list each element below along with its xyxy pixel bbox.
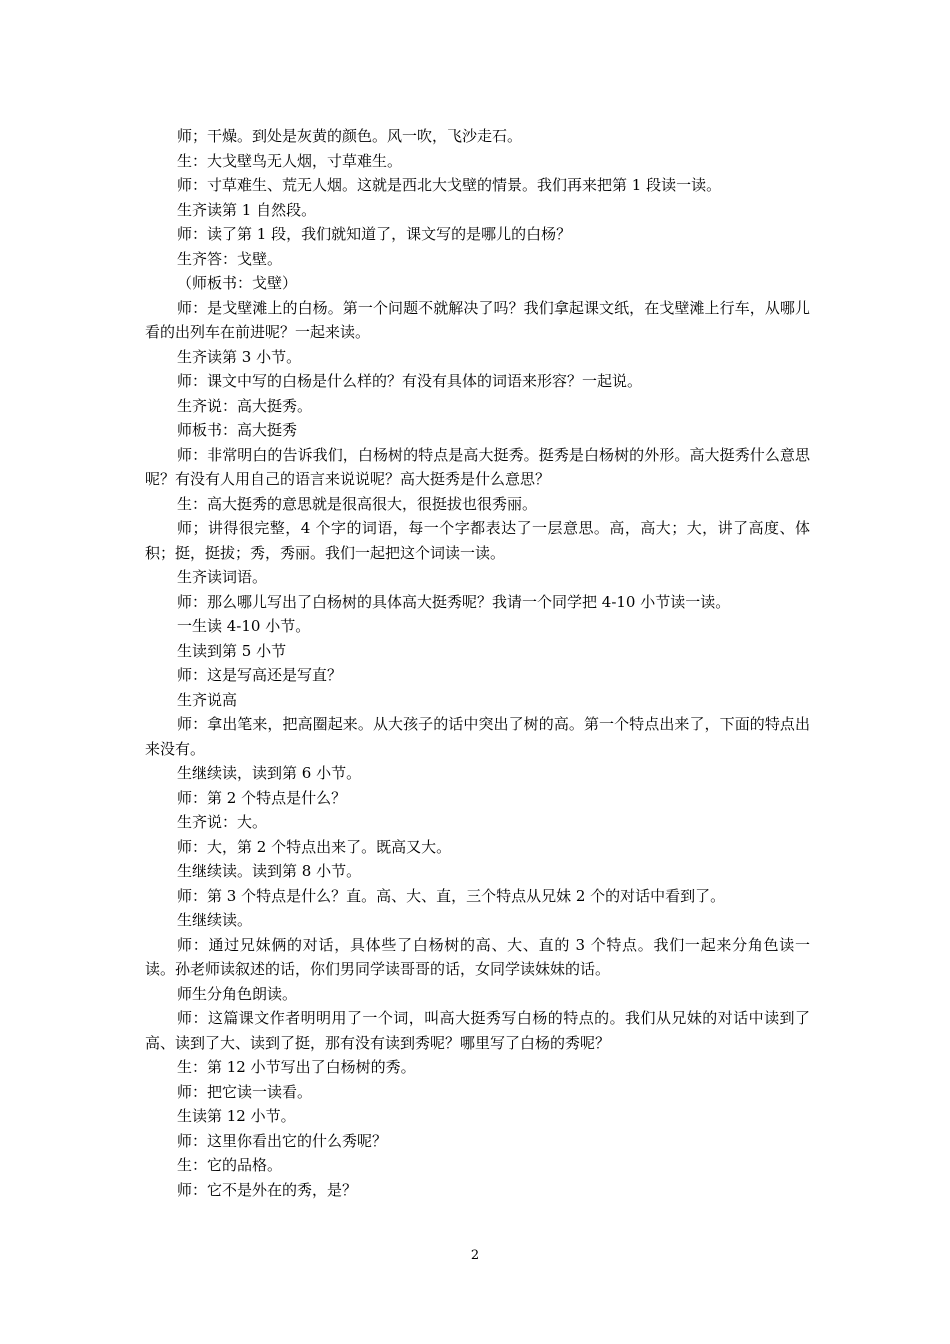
paragraph: 师；讲得很完整，4 个字的词语，每一个字都表达了一层意思。高，高大；大，讲了高度、体积；挺，挺拔；秀，秀丽。我们一起把这个词读一读。 <box>145 519 810 562</box>
paragraph: 师：把它读一读看。 <box>177 1082 313 1101</box>
paragraph: 生齐答：戈壁。 <box>177 249 283 268</box>
paragraph: 生：它的品格。 <box>177 1156 283 1174</box>
paragraph: 生继续读。读到第 8 小节。 <box>177 862 362 880</box>
paragraph: 师：大，第 2 个特点出来了。既高又大。 <box>177 837 452 856</box>
paragraph: 师：这篇课文作者明明用了一个词，叫高大挺秀写白杨的特点的。我们从兄妹的对话中读到了高、读到了大、读到了挺，那有没有读到秀呢？哪里写了白杨的秀呢？ <box>145 1009 810 1052</box>
paragraph: 生读第 12 小节。 <box>177 1107 296 1125</box>
paragraph: 生继续读，读到第 6 小节。 <box>177 764 362 782</box>
paragraph: 师生分角色朗读。 <box>177 984 298 1003</box>
paragraph: 生：大戈壁鸟无人烟，寸草难生。 <box>177 151 403 170</box>
paragraph: 师：第 3 个特点是什么？直。高、大、直，三个特点从兄妹 2 个的对话中看到了。 <box>177 886 726 905</box>
paragraph: 生齐说高 <box>177 690 238 709</box>
paragraph: 师：非常明白的告诉我们，白杨树的特点是高大挺秀。挺秀是白杨树的外形。高大挺秀什么意思呢？有没有人用自己的语言来说说呢？高大挺秀是什么意思？ <box>145 445 810 488</box>
page-number: 2 <box>470 1248 480 1263</box>
paragraph: 生齐读第 1 自然段。 <box>177 200 317 219</box>
paragraph: 一生读 4-10 小节。 <box>177 617 311 635</box>
paragraph: 生齐读第 3 小节。 <box>177 347 302 366</box>
paragraph: 师：课文中写的白杨是什么样的？有没有具体的词语来形容？一起说。 <box>177 372 643 390</box>
paragraph: 师：这是写高还是写直？ <box>177 666 343 684</box>
paragraph: 师：读了第 1 段，我们就知道了，课文写的是哪儿的白杨？ <box>177 225 572 243</box>
paragraph: 师：它不是外在的秀，是？ <box>177 1180 358 1199</box>
paragraph: 师：那么哪儿写出了白杨树的具体高大挺秀呢？我请一个同学把 4-10 小节读一读。 <box>177 592 731 611</box>
paragraph: 师板书：高大挺秀 <box>177 421 298 439</box>
paragraph: 生读到第 5 小节 <box>177 641 287 660</box>
paragraph: 师：是戈壁滩上的白杨。第一个问题不就解决了吗？我们拿起课文纸，在戈壁滩上行车，从哪儿看的出列车在前进呢？一起来读。 <box>145 298 810 341</box>
paragraph: 生继续读。 <box>177 911 253 929</box>
paragraph: 师：通过兄妹俩的对话，具体些了白杨树的高、大、直的 3 个特点。我们一起来分角色读一读。孙老师读叙述的话，你们男同学读哥哥的话，女同学读妹妹的话。 <box>145 935 810 978</box>
paragraph: 生齐读词语。 <box>177 568 268 586</box>
paragraph: 师：第 2 个特点是什么？ <box>177 788 347 807</box>
paragraph: 师：这里你看出它的什么秀呢？ <box>177 1131 388 1150</box>
paragraph: 师：寸草难生、荒无人烟。这就是西北大戈壁的情景。我们再来把第 1 段读一读。 <box>177 176 722 194</box>
paragraph: （师板书：戈壁） <box>177 274 298 292</box>
paragraph: 生：第 12 小节写出了白杨树的秀。 <box>177 1058 416 1076</box>
paragraph: 生齐说：高大挺秀。 <box>177 396 313 415</box>
paragraph: 师；干燥。到处是灰黄的颜色。风一吹，飞沙走石。 <box>177 127 523 145</box>
paragraph: 生：高大挺秀的意思就是很高很大，很挺拔也很秀丽。 <box>177 494 538 513</box>
paragraph: 生齐说：大。 <box>177 813 268 831</box>
document-body <box>145 124 810 1202</box>
paragraph: 师：拿出笔来，把高圈起来。从大孩子的话中突出了树的高。第一个特点出来了，下面的特点出来没有。 <box>145 715 810 758</box>
